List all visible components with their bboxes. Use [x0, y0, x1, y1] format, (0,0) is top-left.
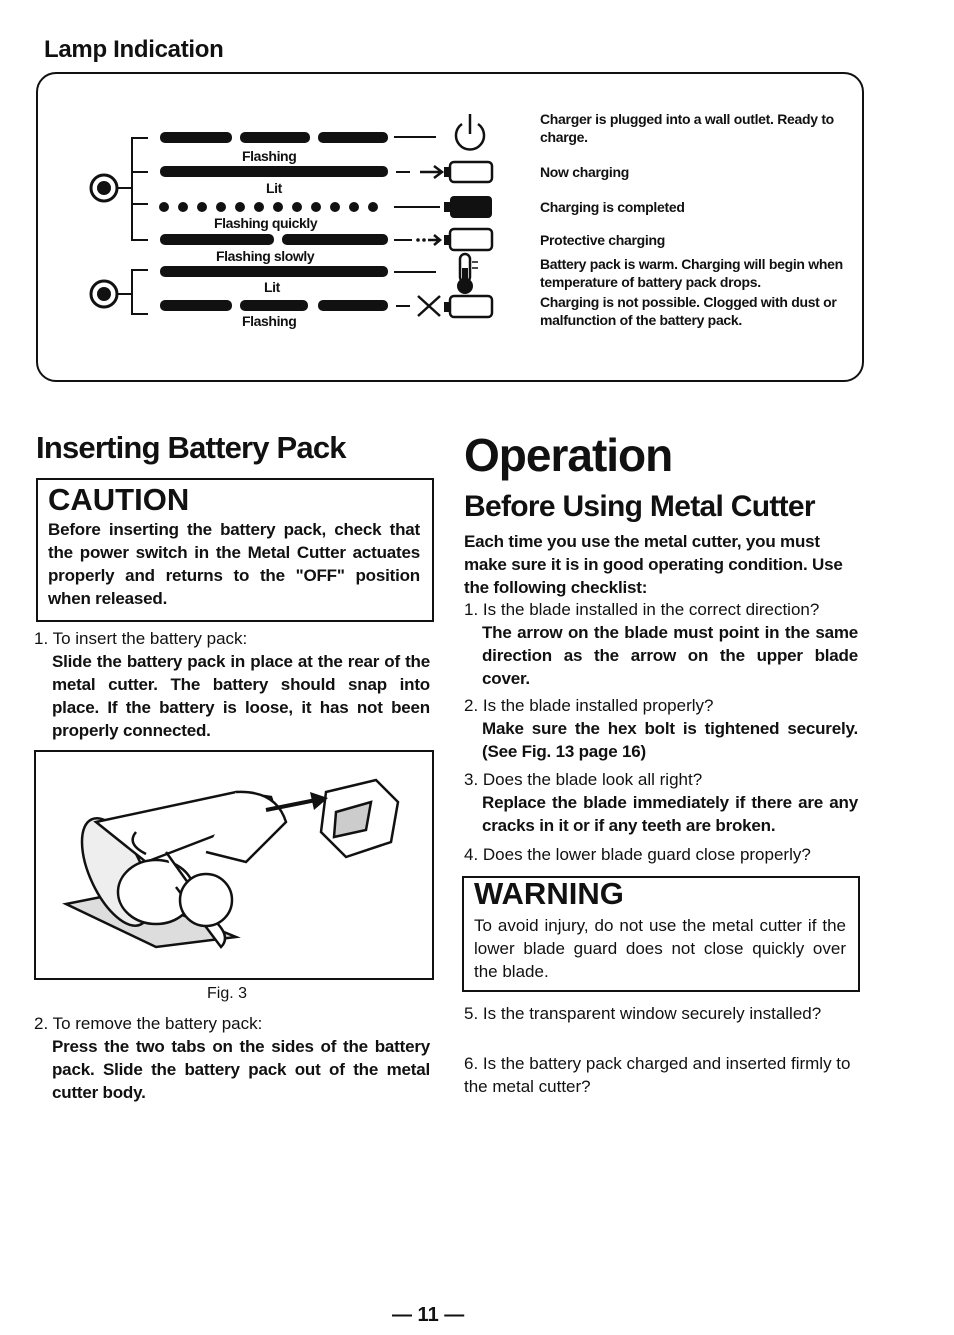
insert-step-detail: Slide the battery pack in place at the rear of the metal cutter. The battery should snap into place. If the battery is loose, it has not been properly connected. — [52, 652, 430, 740]
status-now-charging: Now charging — [540, 164, 629, 180]
pattern-label-flashing: Flashing — [242, 313, 297, 329]
figure-3 — [34, 750, 434, 980]
power-plug-icon — [456, 114, 484, 149]
checklist-question: 2. Is the blade installed properly? — [464, 696, 714, 715]
battery-pack-illustration — [321, 780, 398, 857]
pattern-flashing-bars — [160, 132, 388, 143]
warning-text: To avoid injury, do not use the metal cutter if the lower blade guard does not close quickly over the blade. — [474, 916, 846, 981]
remove-step-detail: Press the two tabs on the sides of the battery pack. Slide the battery pack out of the metal cutter body. — [52, 1037, 430, 1102]
status-protective: Protective charging — [540, 232, 666, 248]
metal-cutter-illustration — [36, 752, 432, 978]
checklist-question: 5. Is the transparent window securely installed? — [464, 1004, 822, 1023]
checklist-question: 3. Does the blade look all right? — [464, 770, 703, 789]
checklist-answer: Replace the blade immediately if there are any cracks in it or if any teeth are broken. — [482, 793, 858, 835]
full-battery-icon — [444, 196, 492, 218]
caution-text: Before inserting the battery pack, check that the power switch in the Metal Cutter actuates properly and returns to the "OFF" position when released. — [48, 520, 420, 608]
lamp-indication-title: Lamp Indication — [44, 36, 224, 63]
pattern-label-flashing-slowly: Flashing slowly — [216, 248, 315, 264]
checklist-answer: The arrow on the blade must point in the same direction as the arrow on the upper blade cover. — [482, 623, 858, 688]
pattern-label-lit: Lit — [264, 279, 280, 295]
insert-direction-arrow — [266, 792, 328, 810]
inserting-heading: Inserting Battery Pack — [36, 430, 346, 465]
operation-heading: Operation — [464, 429, 673, 481]
upper-lamp-icon — [91, 175, 117, 201]
status-warm: Battery pack is warm. Charging will begin when temperature of battery pack drops. — [540, 256, 843, 290]
pattern-label-flashing: Flashing — [242, 148, 297, 164]
operation-intro: Each time you use the metal cutter, you must make sure it is in good operating condition. Use the following checklist: — [464, 532, 843, 597]
remove-step-title: 2. To remove the battery pack: — [34, 1014, 263, 1033]
thermometer-icon — [457, 254, 478, 294]
lower-lamp-icon — [91, 281, 117, 307]
checklist-question: 6. Is the battery pack charged and inserted firmly to the metal cutter? — [464, 1054, 851, 1096]
status-completed: Charging is completed — [540, 199, 685, 215]
battery-error-icon — [418, 296, 492, 317]
figure-caption: Fig. 3 — [207, 985, 248, 1002]
status-not-possible: Charging is not possible. Clogged with dust or malfunction of the battery pack. — [540, 294, 837, 328]
insert-step-title: 1. To insert the battery pack: — [34, 629, 248, 648]
status-ready: Charger is plugged into a wall outlet. Ready to charge. — [540, 111, 834, 145]
caution-title: CAUTION — [48, 482, 190, 517]
pattern-flashing-quickly-dots — [159, 202, 378, 212]
page-number: — 11 — — [392, 1304, 465, 1326]
checklist-question: 1. Is the blade installed in the correct direction? — [464, 600, 820, 619]
warning-title: WARNING — [474, 876, 624, 911]
pattern-label-lit: Lit — [266, 180, 282, 196]
before-using-heading: Before Using Metal Cutter — [464, 490, 815, 523]
charging-battery-icon — [420, 162, 492, 182]
pattern-label-flashing-quickly: Flashing quickly — [214, 215, 318, 231]
checklist-answer: Make sure the hex bolt is tightened securely. (See Fig. 13 page 16) — [482, 719, 858, 761]
protective-charging-icon — [416, 229, 492, 250]
checklist-question: 4. Does the lower blade guard close properly? — [464, 845, 811, 864]
